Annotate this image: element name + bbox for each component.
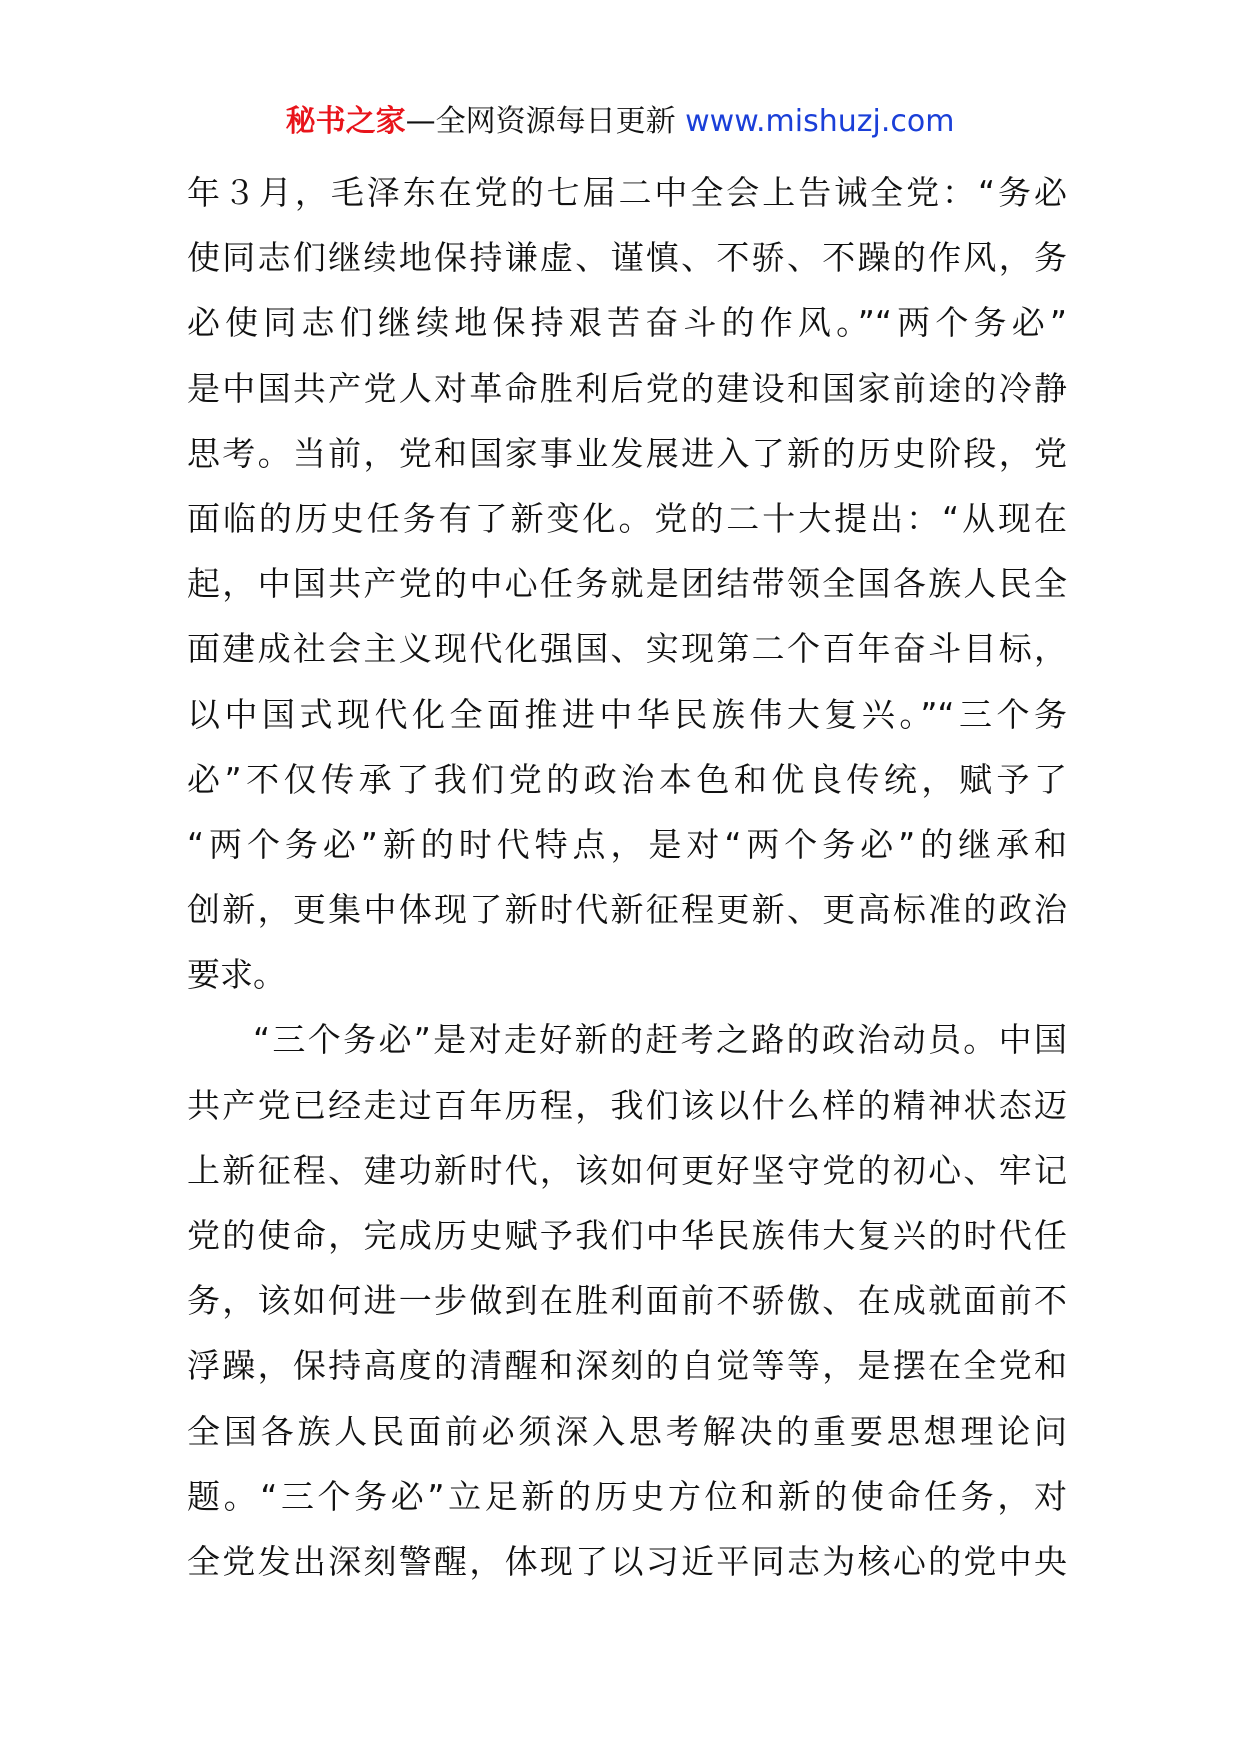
text-line: 题。“三个务必”立足新的历史方位和新的使命任务，对	[187, 1476, 1067, 1516]
text-line: “两个务必”新的时代特点，是对“两个务必”的继承和	[187, 824, 1067, 864]
text-line: 创新，更集中体现了新时代新征程更新、更高标准的政治	[187, 890, 1067, 930]
text-line: 务，该如何进一步做到在胜利面前不骄傲、在成就面前不	[187, 1281, 1067, 1321]
paragraph-start-line: “三个务必”是对走好新的赶考之路的政治动员。中国	[253, 1020, 1067, 1060]
text-line: 必使同志们继续地保持艰苦奋斗的作风。”“两个务必”	[187, 303, 1067, 343]
text-line: 上新征程、建功新时代，该如何更好坚守党的初心、牢记	[187, 1150, 1067, 1190]
site-url-link[interactable]: www.mishuzj.com	[685, 104, 955, 139]
text-line: 起，中国共产党的中心任务就是团结带领全国各族人民全	[187, 564, 1067, 604]
paragraph-end-line: 要求。	[187, 955, 286, 995]
text-line: 以中国式现代化全面推进中华民族伟大复兴。”“三个务	[187, 694, 1067, 734]
text-line: 浮躁，保持高度的清醒和深刻的自觉等等，是摆在全党和	[187, 1346, 1067, 1386]
text-line: 必”不仅传承了我们党的政治本色和优良传统，赋予了	[187, 759, 1067, 799]
text-line: 使同志们继续地保持谦虚、谨慎、不骄、不躁的作风，务	[187, 238, 1067, 278]
text-line: 面临的历史任务有了新变化。党的二十大提出：“从现在	[187, 498, 1067, 538]
text-line: 面建成社会主义现代化强国、实现第二个百年奋斗目标，	[187, 629, 1067, 669]
text-line: 是中国共产党人对革命胜利后党的建设和国家前途的冷静	[187, 368, 1067, 408]
page-header	[0, 100, 1240, 144]
text-line: 全党发出深刻警醒，体现了以习近平同志为核心的党中央	[187, 1541, 1067, 1581]
text-line: 全国各族人民面前必须深入思考解决的重要思想理论问	[187, 1411, 1067, 1451]
text-line: 党的使命，完成历史赋予我们中华民族伟大复兴的时代任	[187, 1216, 1067, 1255]
text-line: 思考。当前，党和国家事业发展进入了新的历史阶段，党	[187, 433, 1067, 473]
body-text	[187, 160, 1067, 1594]
text-line: 年３月，毛泽东在党的七届二中全会上告诫全党：“务必	[187, 173, 1067, 212]
brand-name: 秘书之家	[285, 104, 406, 139]
header-tagline: —全网资源每日更新	[405, 104, 686, 139]
text-line: 共产党已经走过百年历程，我们该以什么样的精神状态迈	[187, 1085, 1067, 1125]
